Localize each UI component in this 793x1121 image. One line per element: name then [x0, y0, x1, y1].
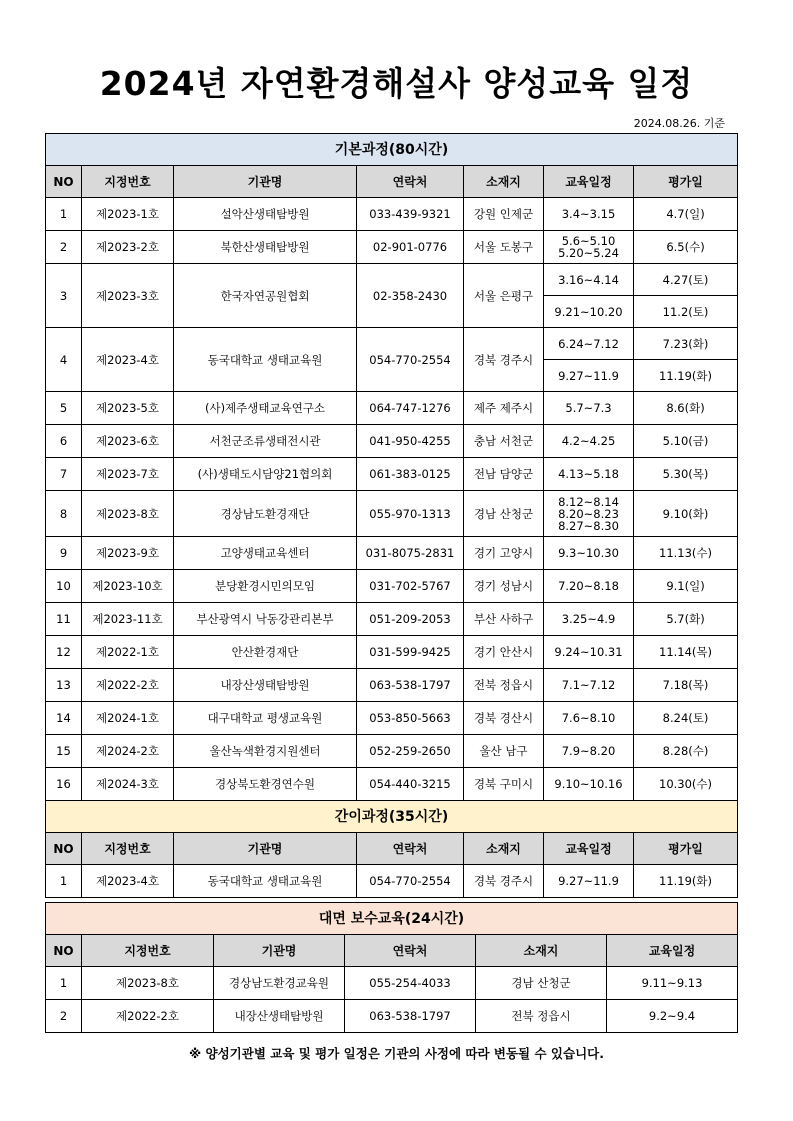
column-header: 지정번호	[82, 166, 174, 198]
evaluation-date	[634, 865, 738, 898]
designation-number: 제2023-5호	[82, 392, 174, 425]
line: 8.27~8.30	[558, 518, 619, 533]
institution-name: 대구대학교 평생교육원	[174, 702, 357, 735]
column-header: 연락처	[357, 166, 464, 198]
line: 8.6(화)	[666, 401, 705, 415]
line: 7.6~8.10	[561, 711, 616, 725]
location: 전남 담양군	[464, 458, 544, 491]
training-schedule: 9.11~9.13	[607, 967, 738, 1000]
reference-date: 2024.08.26. 기준	[633, 117, 725, 130]
row-number: 15	[46, 735, 82, 768]
training-schedule: 3.16~4.14	[544, 264, 634, 296]
designation-number: 제2024-3호	[82, 768, 174, 801]
row-number: 7	[46, 458, 82, 491]
main-schedule-table	[45, 133, 738, 898]
contact-number: 041-950-4255	[357, 425, 464, 458]
column-header: 교육일정	[607, 935, 738, 967]
institution-name: 경상남도환경재단	[174, 491, 357, 537]
table-row	[46, 1000, 738, 1033]
training-schedule	[544, 537, 634, 570]
contact-number: 054-770-2554	[357, 328, 464, 392]
location: 충남 서천군	[464, 425, 544, 458]
training-schedule: 9.21~10.20	[544, 296, 634, 328]
table-row	[46, 458, 738, 491]
evaluation-date	[634, 392, 738, 425]
line: 4.2~4.25	[561, 434, 616, 448]
designation-number: 제2023-10호	[82, 570, 174, 603]
location: 경남 산청군	[464, 491, 544, 537]
column-header: 교육일정	[544, 166, 634, 198]
contact-number: 031-8075-2831	[357, 537, 464, 570]
evaluation-date: 11.19(화)	[634, 360, 738, 392]
row-number: 4	[46, 328, 82, 392]
column-header: 소재지	[464, 166, 544, 198]
line: 9.3~10.30	[558, 546, 619, 560]
row-number: 9	[46, 537, 82, 570]
evaluation-date	[634, 570, 738, 603]
line: 5.20~5.24	[558, 246, 619, 260]
contact-number: 055-254-4033	[345, 967, 476, 1000]
table-row	[46, 537, 738, 570]
column-header: 지정번호	[82, 833, 174, 865]
institution-name: 안산환경재단	[174, 636, 357, 669]
designation-number: 제2023-6호	[82, 425, 174, 458]
line: 7.9~8.20	[561, 744, 616, 758]
designation-number: 제2022-2호	[82, 1000, 214, 1033]
institution-name: 동국대학교 생태교육원	[174, 865, 357, 898]
line: 8.12~8.14	[558, 494, 619, 509]
location: 경기 고양시	[464, 537, 544, 570]
page-title: 2024년 자연환경해설사 양성교육 일정	[99, 64, 694, 103]
institution-name: 분당환경시민의모임	[174, 570, 357, 603]
institution-name: (사)제주생태교육연구소	[174, 392, 357, 425]
location: 경기 성남시	[464, 570, 544, 603]
line: 3.4~3.15	[561, 207, 616, 221]
institution-name: 고양생태교육센터	[174, 537, 357, 570]
row-number: 5	[46, 392, 82, 425]
line: 5.7~7.3	[565, 401, 612, 415]
institution-name: 북한산생태탐방원	[174, 231, 357, 264]
location: 서울 도봉구	[464, 231, 544, 264]
location: 강원 인제군	[464, 198, 544, 231]
training-schedule: 9.2~9.4	[607, 1000, 738, 1033]
column-header: 기관명	[174, 833, 357, 865]
contact-number: 063-538-1797	[357, 669, 464, 702]
line: 9.10~10.16	[554, 777, 623, 791]
designation-number: 제2022-1호	[82, 636, 174, 669]
evaluation-date	[634, 768, 738, 801]
training-schedule	[544, 198, 634, 231]
designation-number: 제2023-7호	[82, 458, 174, 491]
column-header: NO	[46, 833, 82, 865]
designation-number: 제2023-3호	[82, 264, 174, 328]
institution-name: (사)생태도시담양21협의회	[174, 458, 357, 491]
training-schedule	[544, 392, 634, 425]
location: 부산 사하구	[464, 603, 544, 636]
line: 11.13(수)	[659, 546, 713, 560]
column-header: 연락처	[345, 935, 476, 967]
basic-course-title: 기본과정(80시간)	[46, 134, 738, 166]
table-row	[46, 425, 738, 458]
row-number: 3	[46, 264, 82, 328]
location: 전북 정읍시	[476, 1000, 607, 1033]
row-number: 1	[46, 967, 82, 1000]
line: 8.24(토)	[662, 711, 709, 725]
header-row	[46, 833, 738, 865]
row-number: 2	[46, 231, 82, 264]
contact-number: 052-259-2650	[357, 735, 464, 768]
contact-number: 02-358-2430	[357, 264, 464, 328]
evaluation-date	[634, 231, 738, 264]
header-row	[46, 166, 738, 198]
refresher-course-title: 대면 보수교육(24시간)	[46, 903, 738, 935]
institution-name: 부산광역시 낙동강관리본부	[174, 603, 357, 636]
row-number: 11	[46, 603, 82, 636]
evaluation-date: 11.2(토)	[634, 296, 738, 328]
row-number: 6	[46, 425, 82, 458]
location: 경남 산청군	[476, 967, 607, 1000]
line: 10.30(수)	[659, 777, 713, 791]
line: 8.20~8.23	[558, 506, 619, 521]
line: 7.18(목)	[662, 678, 709, 692]
column-header: 소재지	[476, 935, 607, 967]
contact-number: 053-850-5663	[357, 702, 464, 735]
table-row	[46, 768, 738, 801]
line: 6.5(수)	[666, 240, 705, 254]
line: 7.1~7.12	[561, 678, 616, 692]
row-number: 1	[46, 865, 82, 898]
table-row	[46, 735, 738, 768]
line: 11.19(화)	[659, 874, 713, 888]
location: 서울 은평구	[464, 264, 544, 328]
row-number: 14	[46, 702, 82, 735]
contact-number: 054-440-3215	[357, 768, 464, 801]
evaluation-date	[634, 636, 738, 669]
training-schedule	[544, 603, 634, 636]
institution-name: 경상북도환경연수원	[174, 768, 357, 801]
institution-name: 내장산생태탐방원	[214, 1000, 345, 1033]
designation-number: 제2024-2호	[82, 735, 174, 768]
evaluation-date	[634, 603, 738, 636]
institution-name: 내장산생태탐방원	[174, 669, 357, 702]
contact-number: 051-209-2053	[357, 603, 464, 636]
designation-number: 제2022-2호	[82, 669, 174, 702]
table-row	[46, 570, 738, 603]
designation-number: 제2023-4호	[82, 865, 174, 898]
location: 경기 안산시	[464, 636, 544, 669]
column-header: 소재지	[464, 833, 544, 865]
column-header: NO	[46, 935, 82, 967]
training-schedule: 9.27~11.9	[544, 360, 634, 392]
designation-number: 제2023-8호	[82, 967, 214, 1000]
column-header: 기관명	[214, 935, 345, 967]
column-header: NO	[46, 166, 82, 198]
refresher-table	[45, 902, 738, 1033]
evaluation-date	[634, 669, 738, 702]
evaluation-date: 7.23(화)	[634, 328, 738, 360]
header-row	[46, 935, 738, 967]
table-row	[46, 328, 738, 360]
contact-number: 061-383-0125	[357, 458, 464, 491]
evaluation-date	[634, 198, 738, 231]
row-number: 2	[46, 1000, 82, 1033]
contact-number: 033-439-9321	[357, 198, 464, 231]
evaluation-date	[634, 458, 738, 491]
line: 4.13~5.18	[558, 467, 619, 481]
contact-number: 064-747-1276	[357, 392, 464, 425]
contact-number: 063-538-1797	[345, 1000, 476, 1033]
designation-number: 제2023-1호	[82, 198, 174, 231]
line: 9.10(화)	[662, 506, 709, 521]
training-schedule	[544, 636, 634, 669]
location: 경북 경산시	[464, 702, 544, 735]
evaluation-date: 4.27(토)	[634, 264, 738, 296]
row-number: 8	[46, 491, 82, 537]
institution-name: 서천군조류생태전시관	[174, 425, 357, 458]
table-row	[46, 702, 738, 735]
table-row	[46, 865, 738, 898]
column-header: 지정번호	[82, 935, 214, 967]
training-schedule	[544, 458, 634, 491]
line: 9.27~11.9	[558, 874, 619, 888]
location: 경북 경주시	[464, 865, 544, 898]
line: 4.7(일)	[666, 207, 705, 221]
training-schedule	[544, 735, 634, 768]
line: 5.6~5.10	[561, 234, 616, 248]
contact-number: 02-901-0776	[357, 231, 464, 264]
table-row	[46, 264, 738, 296]
designation-number: 제2024-1호	[82, 702, 174, 735]
institution-name: 동국대학교 생태교육원	[174, 328, 357, 392]
line: 11.14(목)	[659, 645, 713, 659]
designation-number: 제2023-11호	[82, 603, 174, 636]
line: 8.28(수)	[662, 744, 709, 758]
evaluation-date	[634, 491, 738, 537]
location: 경북 구미시	[464, 768, 544, 801]
row-number: 12	[46, 636, 82, 669]
location: 울산 남구	[464, 735, 544, 768]
training-schedule	[544, 669, 634, 702]
column-header: 평가일	[634, 166, 738, 198]
table-row	[46, 967, 738, 1000]
row-number: 10	[46, 570, 82, 603]
column-header: 기관명	[174, 166, 357, 198]
evaluation-date	[634, 735, 738, 768]
institution-name: 울산녹색환경지원센터	[174, 735, 357, 768]
column-header: 연락처	[357, 833, 464, 865]
institution-name: 한국자연공원협회	[174, 264, 357, 328]
location: 경북 경주시	[464, 328, 544, 392]
location: 전북 정읍시	[464, 669, 544, 702]
row-number: 1	[46, 198, 82, 231]
training-schedule	[544, 865, 634, 898]
table-row	[46, 198, 738, 231]
evaluation-date	[634, 702, 738, 735]
institution-name: 설악산생태탐방원	[174, 198, 357, 231]
contact-number: 031-599-9425	[357, 636, 464, 669]
column-header: 평가일	[634, 833, 738, 865]
line: 7.20~8.18	[558, 579, 619, 593]
designation-number: 제2023-9호	[82, 537, 174, 570]
institution-name: 경상남도환경교육원	[214, 967, 345, 1000]
table-row	[46, 491, 738, 537]
simple-course-title: 간이과정(35시간)	[46, 801, 738, 833]
training-schedule	[544, 491, 634, 537]
training-schedule	[544, 425, 634, 458]
table-row	[46, 603, 738, 636]
table-row	[46, 392, 738, 425]
contact-number: 055-970-1313	[357, 491, 464, 537]
line: 3.25~4.9	[561, 612, 616, 626]
training-schedule	[544, 768, 634, 801]
training-schedule	[544, 231, 634, 264]
designation-number: 제2023-8호	[82, 491, 174, 537]
training-schedule	[544, 702, 634, 735]
line: 9.1(일)	[666, 579, 705, 593]
table-row	[46, 231, 738, 264]
column-header: 교육일정	[544, 833, 634, 865]
line: 5.30(목)	[662, 467, 709, 481]
contact-number: 031-702-5767	[357, 570, 464, 603]
row-number: 16	[46, 768, 82, 801]
line: 5.10(금)	[662, 434, 709, 448]
training-schedule: 6.24~7.12	[544, 328, 634, 360]
training-schedule	[544, 570, 634, 603]
line: 5.7(화)	[666, 612, 705, 626]
designation-number: 제2023-2호	[82, 231, 174, 264]
location: 제주 제주시	[464, 392, 544, 425]
evaluation-date	[634, 425, 738, 458]
contact-number: 054-770-2554	[357, 865, 464, 898]
table-row	[46, 669, 738, 702]
footnote: ※ 양성기관별 교육 및 평가 일정은 기관의 사정에 따라 변동될 수 있습니다.	[189, 1046, 604, 1061]
line: 9.24~10.31	[554, 645, 623, 659]
designation-number: 제2023-4호	[82, 328, 174, 392]
table-row	[46, 636, 738, 669]
row-number: 13	[46, 669, 82, 702]
evaluation-date	[634, 537, 738, 570]
